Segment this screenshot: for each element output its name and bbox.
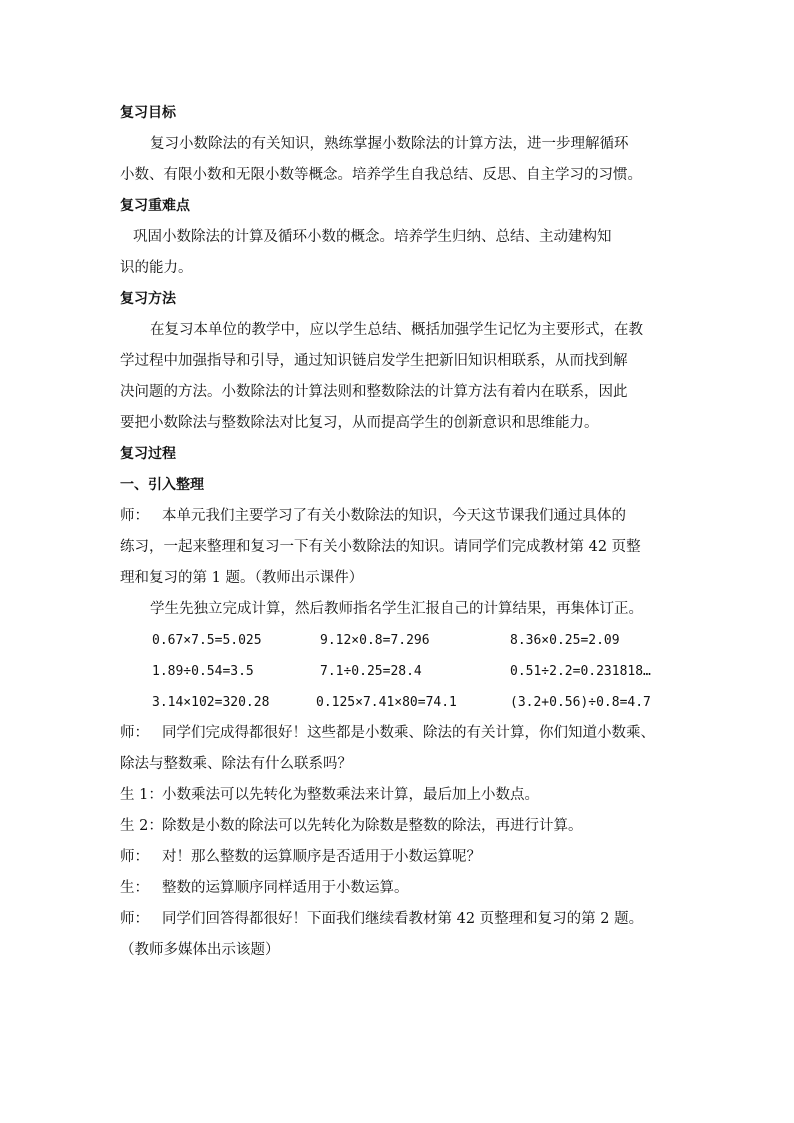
dialog-line: （教师多媒体出示该题） [120, 942, 280, 958]
method-heading: 复习方法 [120, 291, 176, 307]
calculation-item: 3.14×102=320.28 [152, 695, 270, 710]
calculation-item: 1.89÷0.54=3.5 [152, 664, 254, 679]
method-paragraph-line: 决问题的方法。小数除法的计算法则和整数除法的计算方法有着内在联系，因此 [120, 384, 628, 400]
calculation-item: (3.2+0.56)÷0.8=4.7 [510, 695, 651, 710]
key-paragraph-line: 识的能力。 [120, 260, 193, 276]
process-heading: 复习过程 [120, 446, 176, 462]
speaker-label: 师： [120, 849, 149, 865]
speaker-label: 生 2： [120, 818, 163, 834]
dialog-text: 同学们回答得都很好！下面我们继续看教材第 42 页整理和复习的第 2 题。 [162, 911, 644, 927]
dialog-line: 理和复习的第 1 题。（教师出示课件） [120, 570, 364, 586]
dialog-text: 除数是小数的除法可以先转化为除数是整数的除法，再进行计算。 [162, 818, 583, 834]
document-body [120, 98, 686, 966]
dialog-line [120, 718, 686, 749]
calculation-row [120, 656, 686, 687]
dialog-line [120, 842, 686, 873]
calculation-item: 8.36×0.25=2.09 [510, 633, 620, 648]
method-paragraph-line: 学过程中加强指导和引导，通过知识链启发学生把新旧知识相联系，从而找到解 [120, 353, 628, 369]
calculation-item: 0.51÷2.2=0.231818… [510, 664, 651, 679]
dialog-text: 对！那么整数的运算顺序是否适用于小数运算呢？ [162, 849, 481, 865]
dialog-line: 练习，一起来整理和复习一下有关小数除法的知识。请同学们完成教材第 42 页整 [120, 539, 641, 555]
goal-heading: 复习目标 [120, 105, 176, 121]
key-heading: 复习重难点 [120, 198, 190, 214]
dialog-text: 本单元我们主要学习了有关小数除法的知识，今天这节课我们通过具体的 [162, 508, 626, 524]
dialog-line [120, 780, 686, 811]
method-paragraph-line: 要把小数除法与整数除法对比复习，从而提高学生的创新意识和思维能力。 [120, 415, 599, 431]
speaker-label: 师： [120, 911, 149, 927]
calculation-item: 0.125×7.41×80=74.1 [316, 695, 457, 710]
dialog-text: 小数乘法可以先转化为整数乘法来计算，最后加上小数点。 [162, 787, 539, 803]
dialog-line [120, 811, 686, 842]
dialog-line: 学生先独立完成计算，然后教师指名学生汇报自己的计算结果，再集体订正。 [150, 601, 643, 617]
calculation-row [120, 625, 686, 656]
speaker-label: 师： [120, 725, 149, 741]
dialog-line [120, 904, 686, 935]
dialog-text: 整数的运算顺序同样适用于小数运算。 [162, 880, 409, 896]
dialog-line: 除法与整数乘、除法有什么联系吗？ [120, 756, 352, 772]
calculation-item: 9.12×0.8=7.296 [320, 633, 430, 648]
calculation-row [120, 687, 686, 718]
calculation-item: 0.67×7.5=5.025 [152, 633, 262, 648]
method-paragraph-line: 在复习本单位的教学中，应以学生总结、概括加强学生记忆为主要形式，在教 [150, 322, 643, 338]
dialog-text: 同学们完成得都很好！这些都是小数乘、除法的有关计算，你们知道小数乘、 [162, 725, 655, 741]
dialog-line [120, 501, 686, 532]
goal-paragraph-line: 复习小数除法的有关知识，熟练掌握小数除法的计算方法，进一步理解循环 [150, 136, 629, 152]
speaker-label: 生： [120, 880, 149, 896]
goal-paragraph-line: 小数、有限小数和无限小数等概念。培养学生自我总结、反思、自主学习的习惯。 [120, 167, 642, 183]
intro-heading: 一、引入整理 [120, 477, 204, 493]
speaker-label: 生 1： [120, 787, 163, 803]
calculation-item: 7.1÷0.25=28.4 [320, 664, 422, 679]
key-paragraph-line: 巩固小数除法的计算及循环小数的概念。培养学生归纳、总结、主动建构知 [133, 229, 612, 245]
speaker-label: 师： [120, 508, 149, 524]
dialog-line [120, 873, 686, 904]
